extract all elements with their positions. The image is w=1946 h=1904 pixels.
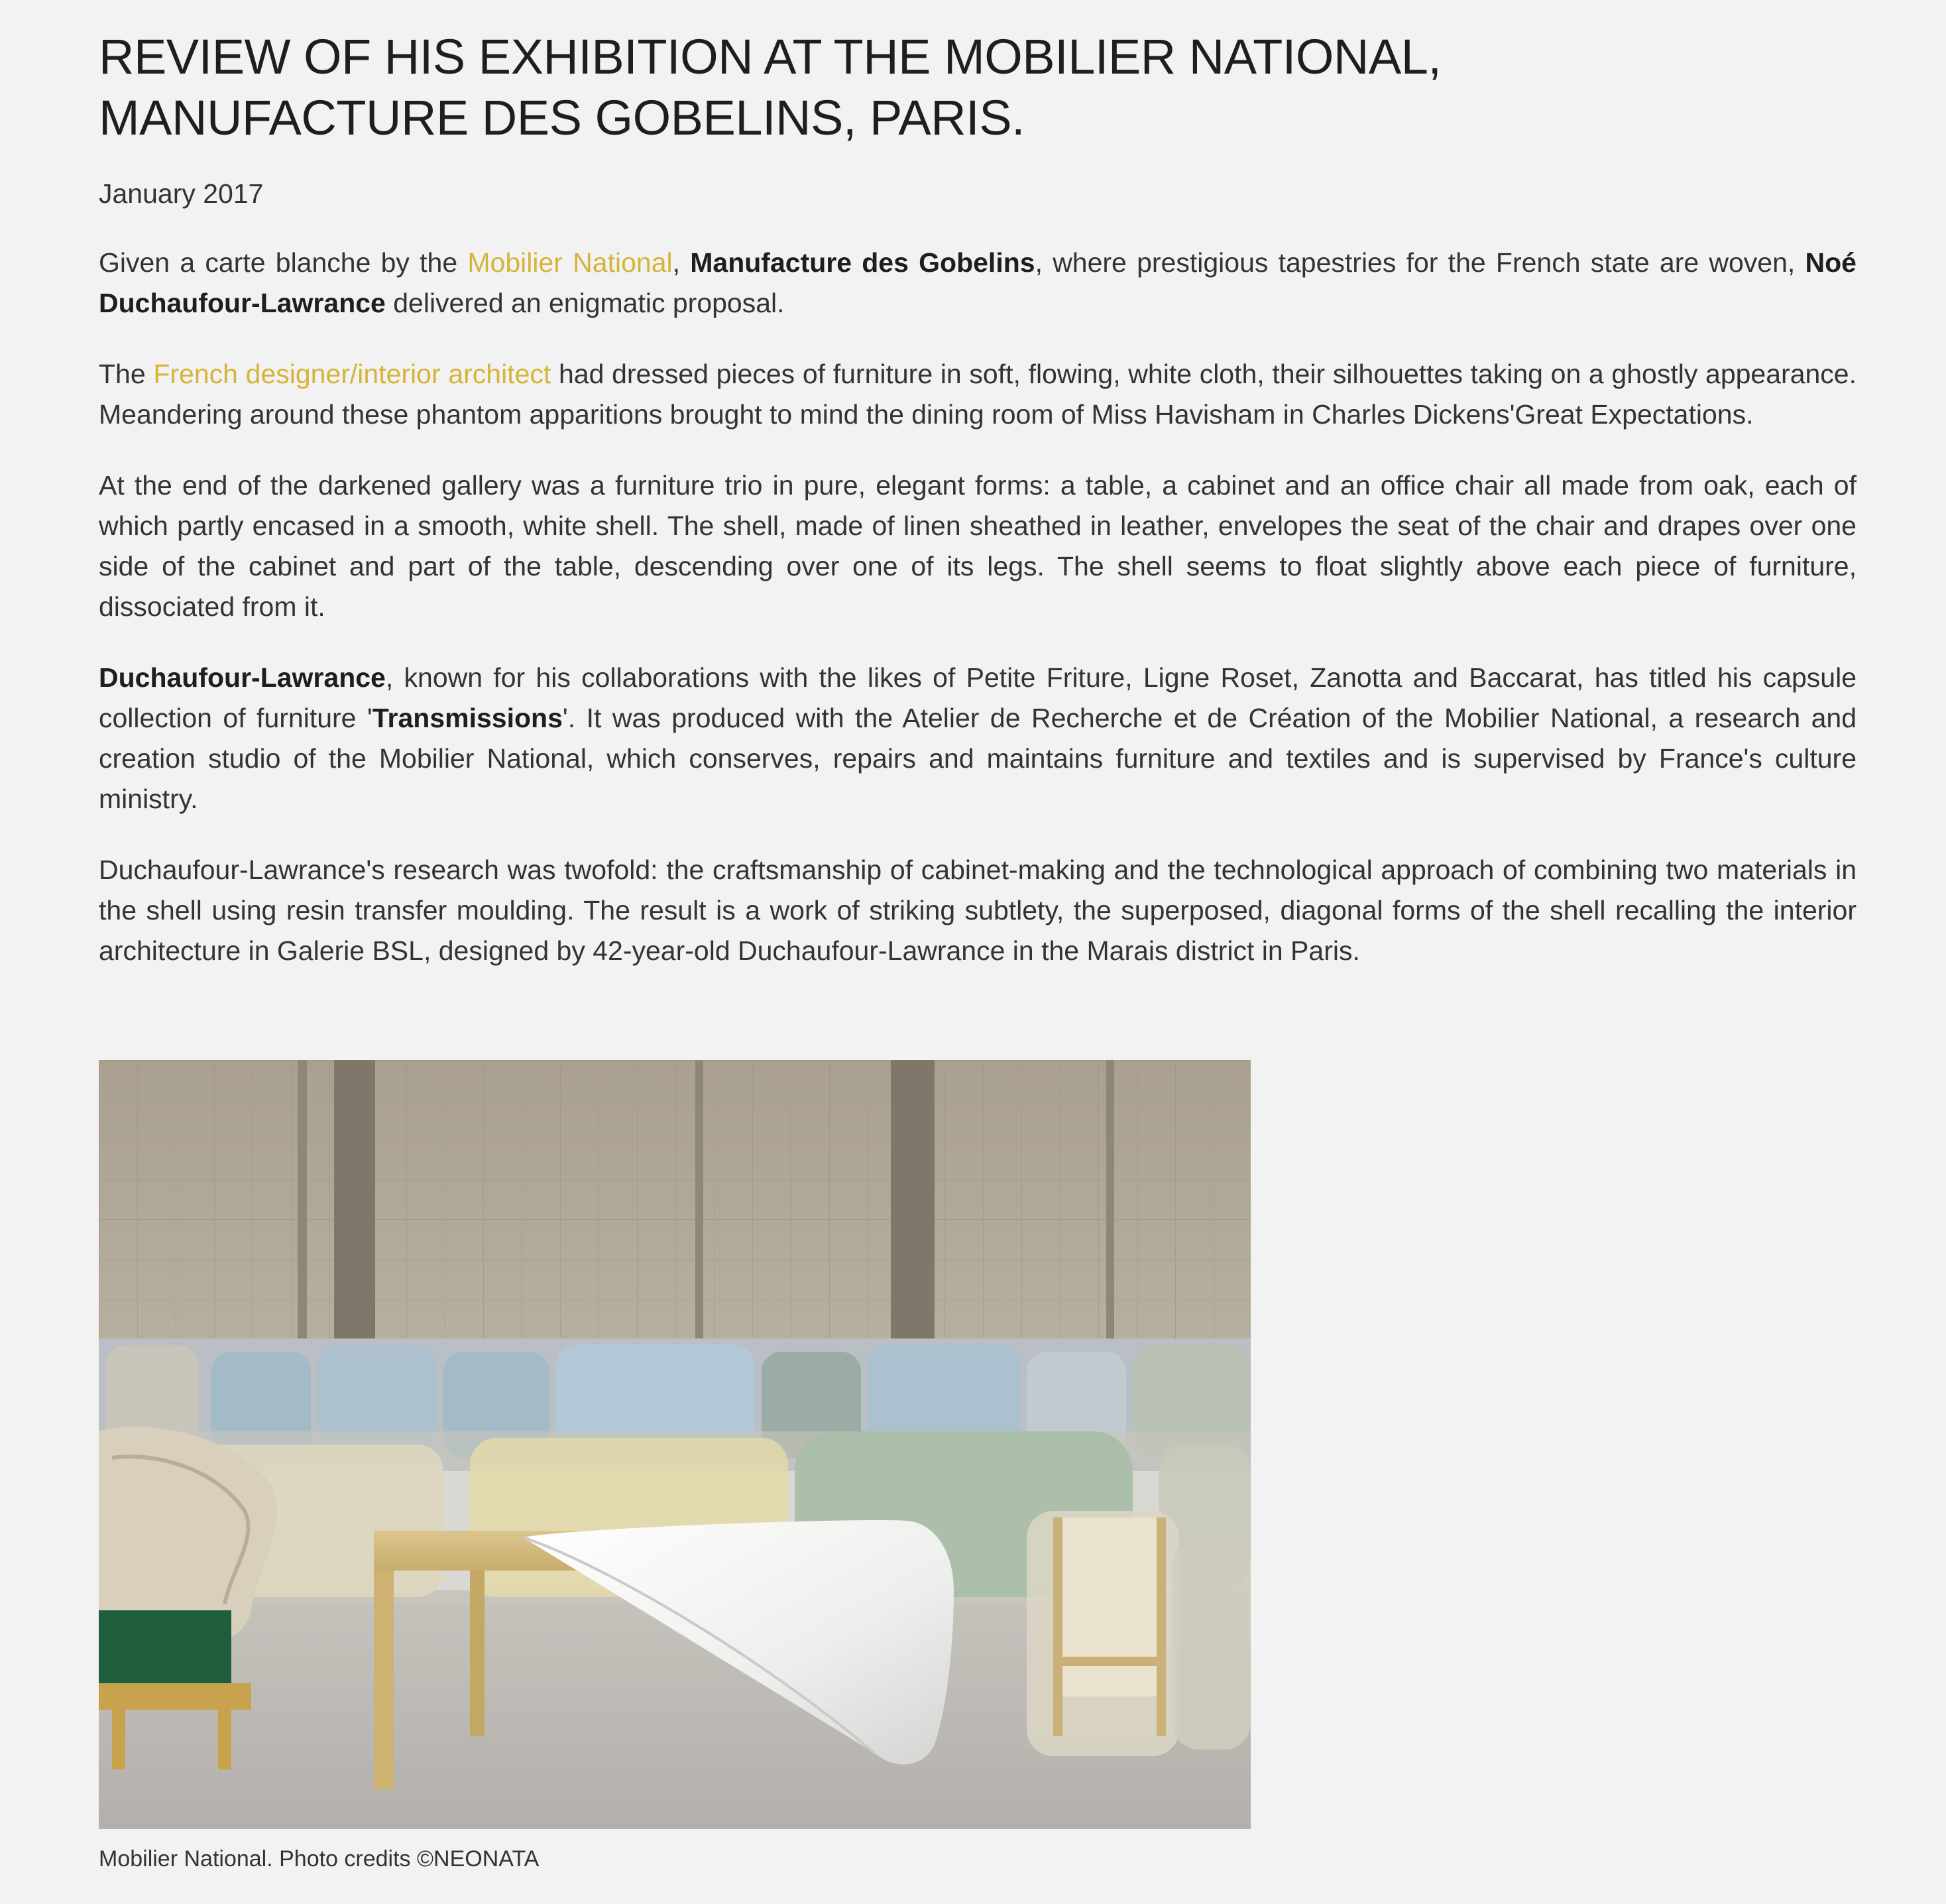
paragraph-ghostly [99,354,1857,435]
mobilier-national-link[interactable]: Mobilier National [467,247,673,278]
paragraph-research: Duchaufour-Lawrance's research was twofold: the craftsmanship of cabinet-making and the technological approach of combining two materials in the shell using resin transfer moulding. The result is a work of striking subtlety, the superposed, diagonal forms of the shell recalling the interior architecture in Galerie BSL, designed by 42-year-old Duchaufour-Lawrance in the Marais district in Paris. [99,855,1857,966]
bold-text-gobelins: Manufacture des Gobelins [690,247,1035,278]
paragraph-text: The [99,359,154,389]
paragraph-text: delivered an enigmatic proposal. [385,288,785,318]
paragraph-text: Given a carte blanche by the [99,247,468,278]
page-title [99,27,1857,149]
paragraph-text: , where prestigious tapestries for the French state are woven, [1035,247,1805,278]
page-title-line-1: REVIEW OF HIS EXHIBITION AT THE MOBILIER NATIONAL, [99,29,1442,84]
bold-text-designer-surname: Duchaufour-Lawrance [99,662,386,693]
paragraph-text: , [672,247,691,278]
article [99,27,1857,971]
exhibition-photo [99,1060,1251,1829]
paragraph-text: , known for his collaborations with the likes of Petite Friture, Ligne Roset, Zanotta and Baccarat, has titled his capsule collection of furniture ' [99,662,1857,733]
photo-caption: Mobilier National. Photo credits ©NEONATA [99,1846,540,1872]
paragraph-text: '. It was produced with the Atelier de Recherche et de Création of the Mobilier National, a research and creation studio of the Mobilier National, which conserves, repairs and maintains furniture and textiles and is supervised by France's culture ministry. [99,703,1857,814]
bold-text-designer-name: Noé Duchaufour-Lawrance [99,247,1857,318]
paragraph-furniture-trio: At the end of the darkened gallery was a furniture trio in pure, elegant forms: a table, a cabinet and an office chair all made from oak, each of which partly encased in a smooth, white shell. The shell, made of linen sheathed in leather, envelopes the seat of the chair and drapes over one side of the cabinet and part of the table, descending over one of its legs. The shell seems to float slightly above each piece of furniture, dissociated from it. [99,470,1857,622]
paragraph-collaborations [99,658,1857,819]
publication-date: January 2017 [99,178,264,209]
bold-text-transmissions: Transmissions [372,703,563,733]
paragraph-intro [99,243,1857,324]
paragraph-text: had dressed pieces of furniture in soft, flowing, white cloth, their silhouettes taking on a ghostly appearance. Meandering around these phantom apparitions brought to mind the dining room of Miss Havisham in Charles Dickens'Great Expectations. [99,359,1857,430]
french-designer-link[interactable]: French designer/interior architect [153,359,551,389]
page-title-line-2: MANUFACTURE DES GOBELINS, PARIS. [99,90,1025,145]
